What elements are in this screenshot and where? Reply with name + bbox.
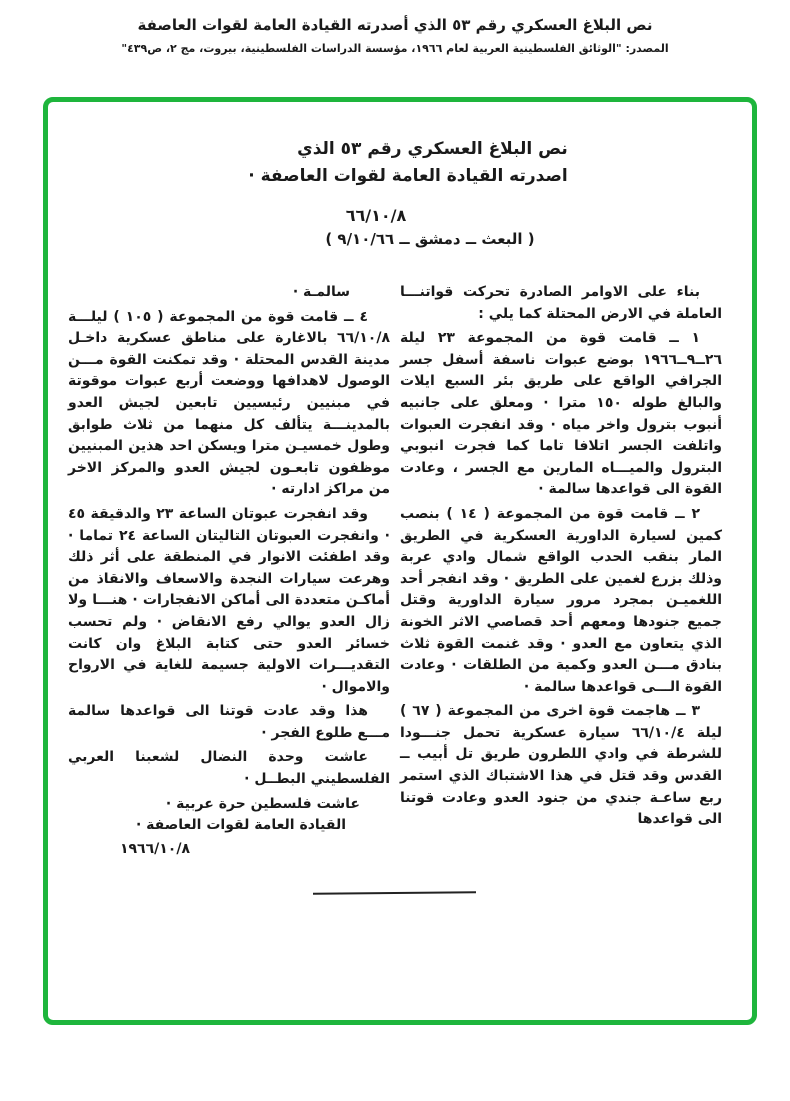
header-source: المصدر: "الوثائق الفلسطينية العربية لعام ١٩٦٦، مؤسسة الدراسات الفلسطينية، بيروت، مج ٢، ص٤٣٩" [121, 42, 669, 55]
document-title [48, 136, 752, 190]
header-title: نص البلاغ العسكري رقم ٥٣ الذي أصدرته القيادة العامة لقوات العاصفة [137, 16, 653, 34]
paragraph-item-3-continuation: سالمـة · [292, 284, 350, 300]
document-date: ٦٦/١٠/٨ [345, 206, 407, 225]
document-title-line2: اصدرته القيادة العامة لقوات العاصفة · [248, 166, 568, 186]
left-column [68, 282, 390, 860]
document-columns [48, 282, 752, 860]
document-date-block [48, 206, 752, 248]
signature-date: ١٩٦٦/١٠/٨ [119, 840, 190, 857]
paragraph-slogan-unity: عاشت وحدة النضال لشعبنا العربي الفلسطيني البطــل · [68, 749, 390, 788]
paragraph-item-4: ٤ ــ قامت قوة من المجموعة ( ١٠٥ ) ليلـــة ٦٦/١٠/٨ بالاغارة على مناطق عسكرية داخـل مدينة القدس المحتلة · وقد تمكنت القوة مـــن الوصول لاهدافها ووضعت أربع عبوات موقوتة في مبنيين رئيسيين تابعين لجيش العدو بالمدينـــة يتألف كل منهما من ثلاث طوابق وطول خمسيـن مترا ويسكن احد هذين المبنيين موظفون تابعـون لجيش العدو والمركز الاخر من مراكز ادارته · [68, 308, 390, 498]
document-frame [43, 97, 757, 1025]
page-header [0, 16, 790, 55]
paragraph-explosions: وقد انفجرت عبوتان الساعة ٢٣ والدقيقة ٤٥ · وانفجرت العبوتان التاليتان الساعة ٢٤ تماما · وقد اطفئت الانوار في المنطقة على أثر ذلك وهرعت سيارات النجدة والاسعاف والانقاذ من أماكـن متعددة الى أماكن الانفجارات · هنـــا ولا زال العدو يوالي رفع الانقاض · ولم تحسب خسائر العدو حتى كتابة البلاغ وان كانت التقديـــرات الاولية جسيمة للغاية في الارواح والاموال · [68, 505, 391, 695]
paragraph-item-3: ٣ ــ هاجمت قوة اخرى من المجموعة ( ٦٧ ) ليلة ٦٦/١٠/٤ سيارة عسكرية تحمل جنـــودا للشرطة في وادي اللطرون طريق تل أبيب ــ القدس وقد قتل في هذا الاشتباك الذي استمر ربع ساعـة جندي من جنود العدو وعادت قوتنا الى قواعدها [400, 703, 722, 828]
document-dateline: ( البعث ــ دمشق ــ ٩/١٠/٦٦ ) [325, 230, 535, 248]
slogan-free-palestine: عاشت فلسطين حرة عربية · [165, 795, 360, 812]
paragraph-item-1: ١ ــ قامت قوة من المجموعة ٢٣ ليلة ٢٦ــ٩ــ١٩٦٦ بوضع عبوات ناسفة أسفل جسر الجرافي الواقع على طريق بئر السبع ايلات والبالغ طوله ١٥٠ مترا · ومعلق على جانبيه أنبوب بترول واخر مياه · وقد انفجرت العبوات واتلفت الجسر اتلافا تاما كما فجرت انبوبي البترول والميـــاه المارين مع الجسر ، وعادت القوة الى قواعدها سالمة · [400, 330, 722, 498]
signature-command: القيادة العامة لقوات العاصفة · [135, 817, 346, 834]
paragraph-return: هذا وقد عادت قوتنا الى قواعدها سالمة مـــع طلوع الفجر · [68, 703, 390, 741]
paragraph-intro: بناء على الاوامر الصادرة تحركت قواتنـــا العاملة في الارض المحتلة كما يلي : [400, 284, 722, 322]
paragraph-item-2: ٢ ــ قامت قوة من المجموعة ( ١٤ ) بنصب كمين لسيارة الداورية العسكرية في الطريق المار بنقب الحدب الواقع شمال وادي عربة وذلك بزرع لغمين على الطريق · وقد انفجر أحد اللغميـن بمجرد مرور سيارة الداورية وقتل جميع جنودها ومعهم أحد قصاصي الاثر الخونة الذي يتعاون مع العدو · وقد غنمت القوة ثلاث بنادق مـــن العدو وكمية من الطلقات · وعادت القوة الـــى قواعدها سالمة · [400, 505, 722, 695]
separator-line [313, 891, 476, 894]
document-title-line1: نص البلاغ العسكري رقم ٥٣ الذي [297, 139, 568, 159]
right-column [400, 282, 722, 860]
